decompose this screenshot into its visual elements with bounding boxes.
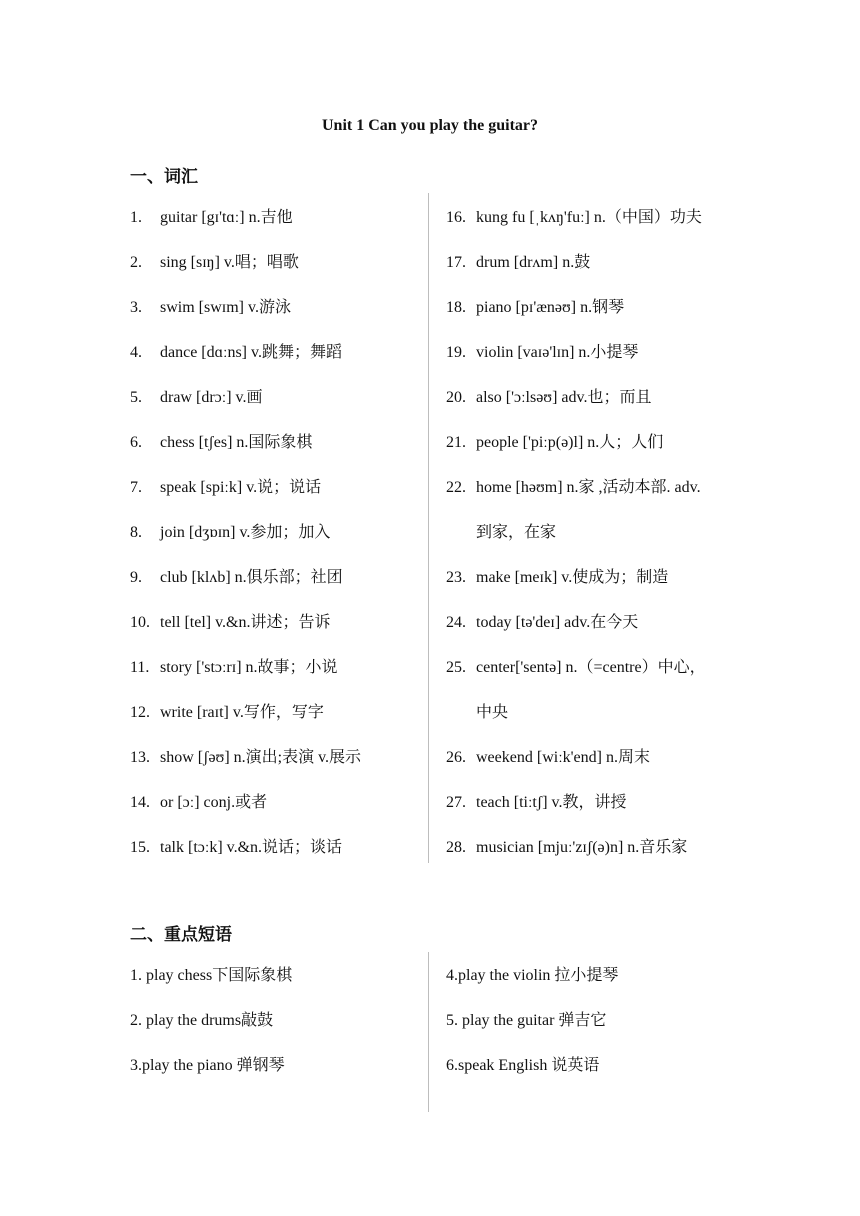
vocab-item: 18. piano [pɪ'ænəʊ] n.钢琴 (446, 299, 625, 316)
vocab-left-column (130, 208, 430, 883)
vocab-item: 3. swim [swɪm] v.游泳 (130, 299, 291, 316)
vocab-item: 14. or [ɔː] conj.或者 (130, 794, 268, 811)
vocab-item: 16. kung fu [ˌkʌŋ'fuː] n.（中国）功夫 (446, 209, 702, 226)
vocab-item: 20. also ['ɔːlsəʊ] adv.也；而且 (446, 389, 652, 406)
vocab-item: 8. join [dʒɒɪn] v.参加；加入 (130, 524, 331, 541)
vocab-item: 4. dance [dɑːns] v.跳舞；舞蹈 (130, 344, 342, 361)
phrase-item: 5. play the guitar 弹吉它 (446, 1012, 607, 1029)
vocab-item: 10. tell [tel] v.&n.讲述；告诉 (130, 614, 331, 631)
vocab-item: 6. chess [tʃes] n.国际象棋 (130, 434, 313, 451)
vocab-item: 28. musician [mjuː'zɪʃ(ə)n] n.音乐家 (446, 839, 688, 856)
phrase-item: 3.play the piano 弹钢琴 (130, 1057, 285, 1074)
phrases-left-column (130, 966, 430, 1101)
vocab-item-continuation: 中央 (476, 704, 509, 721)
phrases-right-column (446, 966, 746, 1101)
phrase-item: 6.speak English 说英语 (446, 1057, 600, 1074)
vocab-item: 17. drum [drʌm] n.鼓 (446, 254, 591, 271)
vocab-item: 7. speak [spiːk] v.说；说话 (130, 479, 322, 496)
vocab-item: 11. story ['stɔːrɪ] n.故事；小说 (130, 659, 338, 676)
vocab-heading: 一、词汇 (130, 167, 198, 187)
phrases-heading: 二、重点短语 (130, 925, 232, 945)
vocab-item: 15. talk [tɔːk] v.&n.说话；谈话 (130, 839, 343, 856)
vocab-item: 26. weekend [wiːk'end] n.周末 (446, 749, 650, 766)
vocab-item: 9. club [klʌb] n.俱乐部；社团 (130, 569, 343, 586)
page-title: Unit 1 Can you play the guitar? (321, 117, 539, 134)
vocab-item: 25. center['sentə] n.（=centre）中心， (446, 659, 706, 676)
vocab-item: 13. show [ʃəʊ] n.演出;表演 v.展示 (130, 749, 362, 766)
vocab-item: 19. violin [vaɪə'lɪn] n.小提琴 (446, 344, 639, 361)
vocab-item: 22. home [həʊm] n.家 ,活动本部. adv. (446, 479, 701, 496)
vocab-right-column (446, 208, 746, 883)
vocab-item-continuation: 到家，在家 (476, 524, 557, 541)
vocab-item: 12. write [raɪt] v.写作，写字 (130, 704, 324, 721)
vocab-item: 2. sing [sɪŋ] v.唱；唱歌 (130, 254, 299, 271)
vocab-item: 21. people ['piːp(ə)l] n.人；人们 (446, 434, 664, 451)
vocab-item: 23. make [meɪk] v.使成为；制造 (446, 569, 669, 586)
vocab-item: 5. draw [drɔː] v.画 (130, 389, 263, 406)
vocab-item: 27. teach [tiːtʃ] v.教，讲授 (446, 794, 627, 811)
phrase-item: 1. play chess下国际象棋 (130, 967, 293, 984)
phrase-item: 2. play the drums敲鼓 (130, 1012, 274, 1029)
vocab-item: 1. guitar [gɪ'tɑː] n.吉他 (130, 209, 293, 226)
vocab-item: 24. today [tə'deɪ] adv.在今天 (446, 614, 639, 631)
phrase-item: 4.play the violin 拉小提琴 (446, 967, 619, 984)
